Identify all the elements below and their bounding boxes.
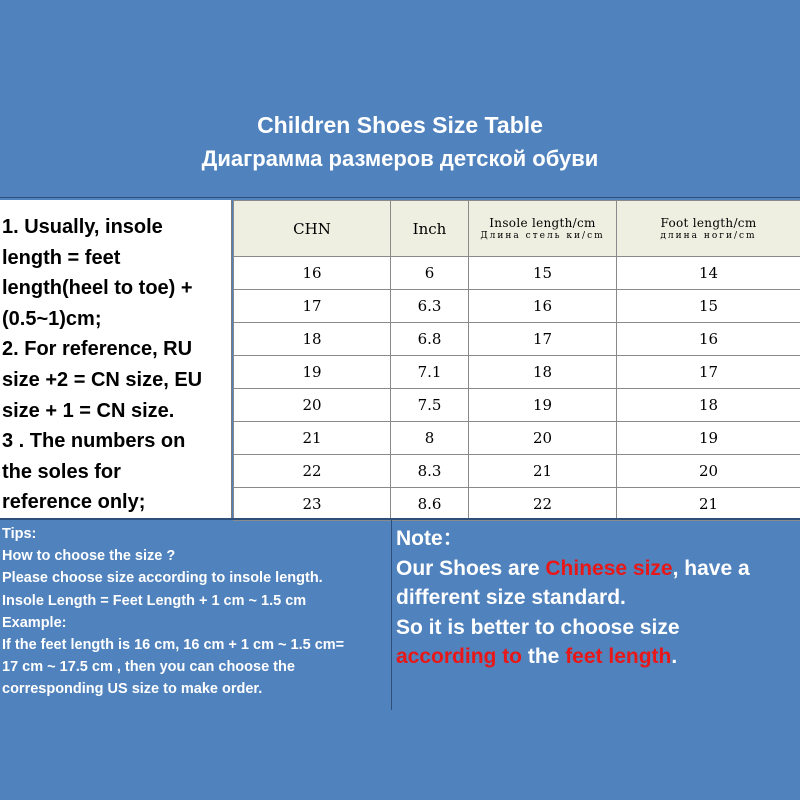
header-chn: CHN <box>234 201 391 257</box>
table-row <box>234 455 800 488</box>
note-line: the soles for <box>2 460 121 483</box>
cell-insole: 15 <box>469 257 617 290</box>
title-english: Children Shoes Size Table <box>257 112 543 138</box>
table-row <box>234 422 800 455</box>
cell-inch: 8 <box>391 422 469 455</box>
cell-inch: 6 <box>391 257 469 290</box>
cell-chn: 16 <box>234 257 391 290</box>
tip-line: If the feet length is 16 cm, 16 cm + 1 cm ~ 1.5 cm= <box>2 637 345 654</box>
cell-foot: 17 <box>617 356 800 389</box>
table-row <box>234 389 800 422</box>
cell-insole: 20 <box>469 422 617 455</box>
cell-chn: 18 <box>234 323 391 356</box>
cell-foot: 20 <box>617 455 800 488</box>
feet-length-highlight: feet length <box>565 645 672 668</box>
tip-line: Tips: <box>2 526 37 542</box>
note-line: 2. For reference, RU <box>2 338 193 361</box>
tip-line: corresponding US size to make order. <box>2 681 263 698</box>
cell-inch: 7.5 <box>391 389 469 422</box>
tip-line: Example: <box>2 614 67 631</box>
note-line-2: different size standard. <box>396 586 626 609</box>
cell-insole: 17 <box>469 323 617 356</box>
cell-inch: 8.6 <box>391 488 469 521</box>
header-foot-length <box>617 201 800 257</box>
note-line-1: Our Shoes are Chinese size, have a <box>396 556 750 580</box>
note-line-4: according to the feet length. <box>396 645 678 668</box>
title-block <box>0 108 800 176</box>
tip-line: 17 cm ~ 17.5 cm , then you can choose the <box>2 659 295 676</box>
table-row <box>234 356 800 389</box>
size-table <box>233 200 800 521</box>
cell-chn: 22 <box>234 455 391 488</box>
cell-insole: 16 <box>469 290 617 323</box>
cell-chn: 21 <box>234 422 391 455</box>
cell-insole: 21 <box>469 455 617 488</box>
cell-foot: 15 <box>617 290 800 323</box>
header-inch: Inch <box>391 201 469 257</box>
note-panel <box>394 520 800 672</box>
note-line-3: So it is better to choose size <box>396 615 680 639</box>
table-row <box>234 488 800 521</box>
cell-insole: 22 <box>469 488 617 521</box>
note-line: length(heel to toe) + <box>2 277 193 300</box>
title-russian: Диаграмма размеров детской обуви <box>201 146 599 171</box>
cell-insole: 19 <box>469 389 617 422</box>
header-insole-ru: Длина стель ки/cm <box>480 230 605 241</box>
note-line: (0.5~1)cm; <box>2 307 102 330</box>
cell-chn: 23 <box>234 488 391 521</box>
cell-foot: 19 <box>617 422 800 455</box>
note-line: size + 1 = CN size. <box>2 399 175 422</box>
notes-panel <box>0 200 232 518</box>
note-line: size +2 = CN size, EU <box>2 368 203 391</box>
cell-chn: 20 <box>234 389 391 422</box>
cell-foot: 14 <box>617 257 800 290</box>
table-header-row <box>234 201 800 257</box>
chinese-size-highlight: Chinese size <box>545 556 673 580</box>
header-foot-en: Foot length/cm <box>660 215 757 230</box>
tip-line: How to choose the size ? <box>2 548 176 565</box>
cell-inch: 6.3 <box>391 290 469 323</box>
cell-chn: 17 <box>234 290 391 323</box>
cell-inch: 8.3 <box>391 455 469 488</box>
note-line: 1. Usually, insole <box>2 216 163 238</box>
cell-inch: 6.8 <box>391 323 469 356</box>
divider-top <box>0 197 800 198</box>
note-line: length = feet <box>2 246 121 269</box>
tips-panel <box>0 520 392 710</box>
note-line: reference only; <box>2 491 146 514</box>
according-to-highlight: according to <box>396 645 523 668</box>
table-row <box>234 257 800 290</box>
header-insole-length <box>469 201 617 257</box>
cell-inch: 7.1 <box>391 356 469 389</box>
cell-foot: 21 <box>617 488 800 521</box>
cell-foot: 18 <box>617 389 800 422</box>
cell-chn: 19 <box>234 356 391 389</box>
cell-insole: 18 <box>469 356 617 389</box>
table-row <box>234 323 800 356</box>
header-foot-ru: длина ноги/cm <box>660 230 757 241</box>
table-row <box>234 290 800 323</box>
tip-line: Insole Length = Feet Length + 1 cm ~ 1.5 cm <box>2 592 307 609</box>
cell-foot: 16 <box>617 323 800 356</box>
note-line: 3 . The numbers on <box>2 430 186 453</box>
tip-line: Please choose size according to insole length. <box>2 570 323 587</box>
header-insole-en: Insole length/cm <box>489 215 596 230</box>
note-label: Note： <box>396 527 464 550</box>
